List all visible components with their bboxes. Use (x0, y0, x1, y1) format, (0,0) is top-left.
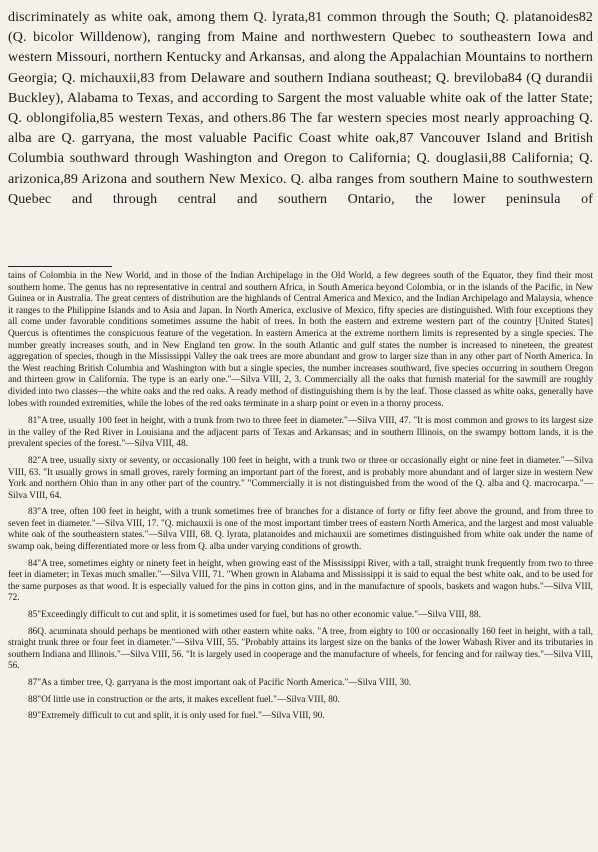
footnotes (8, 271, 593, 728)
footnote-84: 84"A tree, sometimes eighty or ninety feet in height, when growing east of the Mississippi River, with a tall, straight trunk frequently from two to three feet in diameter; in Texas much smaller."—Silva VIII, 71. "When grown in Alabama and Mississippi it is said to equal the best white oak, and to be used for the same purposes as that wood. It is especially valued for the pins in cotton gins, and in the manufacture of spools, baskets and wagon hubs."—Silva VIII, 72. (8, 558, 593, 604)
footnote-83: 83"A tree, often 100 feet in height, with a trunk sometimes free of branches for a distance of forty or fifty feet above the ground, and from three to seven feet in diameter."—Silva VIII, 17. "Q. michauxii is one of the most important timber trees of eastern North America, and the largest and most valuable white oak of the southeastern states."—Silva VIII, 68. Q. lyrata, platanoides and michauxii are sometimes distinguished from white oak under the name of swamp oak, being differentiated more or less from Q. alba under varying conditions of growth. (8, 507, 593, 553)
footnote-81: 81"A tree, usually 100 feet in height, with a trunk from two to three feet in diameter."—Silva VIII, 47. "It is most common and grows to its largest size in the valley of the Red River in Louisiana and the adjacent parts of Texas and Arkansas; and in southern Illinois, on the swampy bottom lands, it is the prevalent species of the forest."—Silva VIII, 48. (8, 416, 593, 450)
main-text (8, 8, 593, 210)
footnote-86: 86Q. acuminata should perhaps be mentioned with other eastern white oaks. "A tree, from eighty to 100 or occasionally 160 feet in height, with a tall, straight trunk three or four feet in diameter."—Silva VIII, 55. "Probably attains its largest size on the banks of the lower Wabash River and its tributaries in southern Indiana and Illinois."—Silva VIII, 56. "It is largely used in cooperage and the manufacture of wheels, for fencing and for railway ties."—Silva VIII, 56. (8, 626, 593, 672)
footnote-89: 89"Extremely difficult to cut and split, it is only used for fuel."—Silva VIII, 90. (28, 711, 325, 722)
footnote-82: 82"A tree, usually sixty or seventy, or occasionally 100 feet in height, with a trunk two or three or occasionally eight or nine feet in diameter."—Silva VIII, 63. "It usually grows in small groves, rarely forming an important part of the forest, and is probably more abundant and of larger size in western New York and northern Ohio than in any other part of the country." "Commercially it is not distinguished from the wood of the Q. alba and Q. macrocarpa."—Silva VIII, 64. (8, 455, 593, 501)
footnote-88: 88"Of little use in construction or the arts, it makes excellent fuel."—Silva VIII, 80. (28, 694, 340, 705)
footnote-divider (8, 266, 112, 267)
footnote-87: 87"As a timber tree, Q. garryana is the most important oak of Pacific North America."—Silva VIII, 30. (28, 678, 412, 688)
footnote-continuation: tains of Colombia in the New World, and in those of the Indian Archipelago in the Old World, a few degrees south of the Equator, they find their most southern home. The genus has no representative in central and southern Africa, in South America beyond Colombia, or in the islands of the Pacific, in New Guinea or in Australia. The great centers of distribution are the highlands of Central America and Mexico, and the Indian Archipelago and Malaysia, whence it ranges to the Philippine Islands and to Asia and Japan. In North America, exclusive of Mexico, fifty species are distinguished. With four exceptions they all come under favorable conditions sometimes assume the habit of trees. In both the eastern and extreme western part of the country [United States] Quercus is oftentimes the conspicuous feature of the vegetation. In eastern America at the extreme northern limits is represented by a single species. The number greatly increases south, and in New England ten grow. In the south Atlantic and gulf states the number is increased to nineteen, the greatest aggregation of species, though in the Mississippi Valley the oak trees are more abundant and grow to larger size than in any other part of North America. In the West reaching British Columbia and Washington with but a single species, the number increases southward, five species occurring in southern Oregon and thirteen grow in California. The type is an early one."—Silva VIII, 2, 3. Commercially all the oaks that furnish material for the sawmill are roughly divided into two classes—the white oaks and the red oaks. A ready method of distinguishing them is by the leaf. Those classed as white oaks, generally have lobes with rounded extremities, while the lobes of the red oaks terminate in a sharp point or even in a thorny process. (8, 271, 593, 409)
footnote-85: 85"Exceedingly difficult to cut and split, it is sometimes used for fuel, but has no other economic value."—Silva VIII, 88. (28, 610, 481, 621)
main-paragraph: discriminately as white oak, among them Q. lyrata,81 common through the South; Q. platanoides82 (Q. bicolor Willdenow), ranging from Maine and northwestern Quebec to southeastern Iowa and western Missouri, northern Kentucky and Arkansas, and along the Appalachian Mountains to northern Georgia; Q. michauxii,83 from Delaware and southern Indiana southeast; Q. breviloba84 (Q durandii Buckley), Alabama to Texas, and according to Sargent the most valuable white oak of the latter State; Q. oblongifolia,85 western Texas, and others.86 The far western species most nearly approaching Q. alba are Q. garryana, the most valuable Pacific Coast white oak,87 Vancouver Island and British Columbia southward through Washington and Oregon to California; Q. douglasii,88 California; Q. arizonica,89 Arizona and southern New Mexico. Q. alba ranges from southern Maine to southwestern Quebec and through central and southern Ontario, the lower peninsula of (8, 10, 593, 207)
